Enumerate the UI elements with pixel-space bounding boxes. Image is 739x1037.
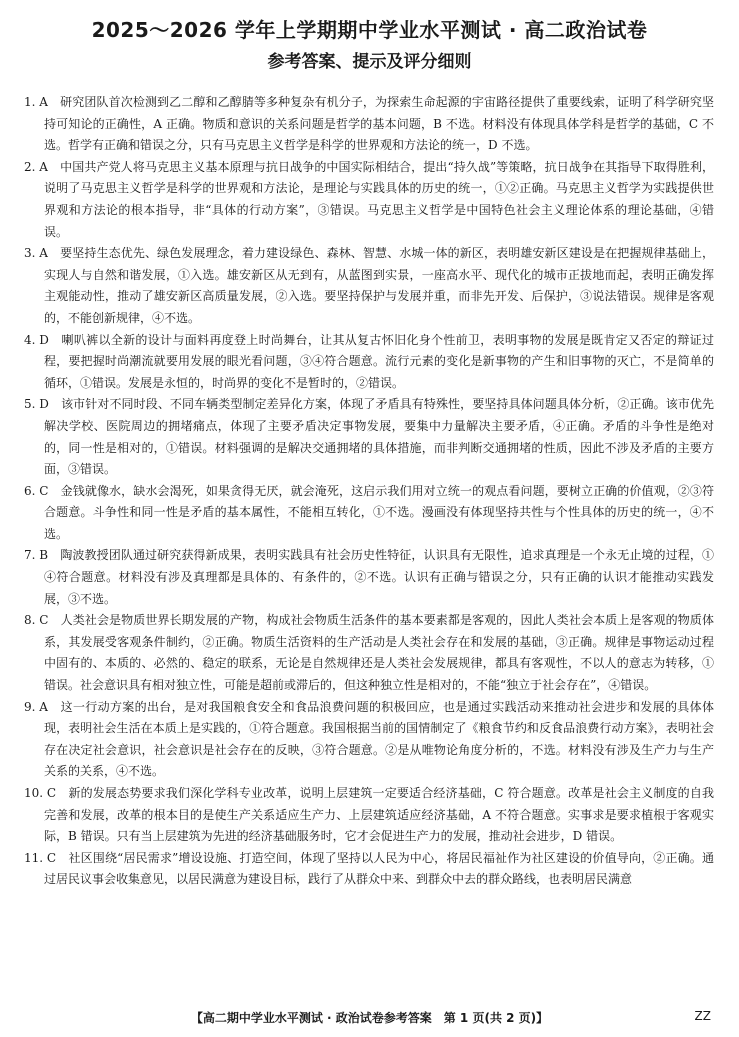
answer-explanation: 新的发展态势要求我们深化学科专业改革，说明上层建筑一定要适合经济基础，C 符合题意。改革是社会主义制度的自我完善和发展，改革的根本目的是使生产关系适应生产力、上层建筑适应经济基础，A 不符合题意。实事求是要求植根于客观实际，B 错误。只有当上层建筑为先进的经济基础服务时，它才会促进生产力的发展，推动社会进步，D 错误。 (44, 786, 714, 844)
answer-item (24, 92, 714, 157)
answer-explanation: 人类社会是物质世界长期发展的产物，构成社会物质生活条件的基本要素都是客观的，因此人类社会本质上是客观的物质体系，其发展受客观条件制约，②正确。物质生活资料的生产活动是人类社会存在和发展的基础，③正确。规律是事物运动过程中固有的、本质的、必然的、稳定的联系，无论是自然规律还是人类社会发展规律，都具有客观性，不以人的意志为转移，①错误。社会意识具有相对独立性，可能是超前或滞后的，但这种独立性是相对的，不能“独立于社会存在”，④错误。 (44, 613, 714, 693)
answer-number: 9. A (24, 699, 48, 714)
answer-number: 1. A (24, 95, 48, 109)
answer-number: 4. D (24, 332, 49, 347)
answer-explanation: 要坚持生态优先、绿色发展理念，着力建设绿色、森林、智慧、水城一体的新区，表明雄安新区建设是在把握规律基础上，实现人与自然和谐发展，①入选。雄安新区从无到有，从蓝图到实景，一座高水平、现代化的城市正拔地而起，表明正确发挥主观能动性，推动了雄安新区高质量发展，②入选。要坚持保护与发展并重，而非先开发、后保护，③说法错误。规律是客观的，不能创新规律，④不选。 (44, 246, 714, 325)
answer-item (24, 610, 714, 696)
answer-item (24, 243, 714, 329)
answer-item (24, 394, 714, 480)
document-subtitle: 参考答案、提示及评分细则 (267, 52, 472, 72)
answer-number: 2. A (24, 159, 48, 174)
answer-explanation: 该市针对不同时段、不同车辆类型制定差异化方案，体现了矛盾具有特殊性，要坚持具体问题具体分析，②正确。该市优先解决学校、医院周边的拥堵痛点，体现了主要矛盾决定事物发展，要集中力量解决主要矛盾，④正确。矛盾的斗争性是绝对的，同一性是相对的，①错误。材料强调的是解决交通拥堵的具体措施，而非判断交通拥堵的性质，因此不涉及矛盾的主要方面，③错误。 (44, 397, 714, 477)
answer-explanation: 这一行动方案的出台，是对我国粮食安全和食品浪费问题的积极回应，也是通过实践活动来推动社会进步和发展的具体体现，表明社会生活在本质上是实践的，①符合题意。我国根据当前的国情制定了《粮食节约和反食品浪费行动方案》，表明社会存在决定社会意识，社会意识是社会存在的反映，③符合题意。②是从唯物论角度分析的，不选。材料没有涉及生产力与生产关系的关系，④不选。 (44, 699, 714, 779)
answer-item (24, 848, 714, 891)
answer-explanation: 金钱就像水，缺水会渴死，如果贪得无厌，就会淹死，这启示我们用对立统一的观点看问题，要树立正确的价值观，②③符合题意。斗争性和同一性是矛盾的基本属性，不能相互转化，①不选。漫画没有体现坚持共性与个性具体的历史的统一，④不选。 (44, 483, 714, 541)
document-title: 2025～2026 学年上学期期中学业水平测试 · 高二政治试卷 (91, 18, 648, 42)
answer-explanation: 社区围绕“居民需求”增设设施、打造空间，体现了坚持以人民为中心，将居民福祉作为社区建设的价值导向，②正确。通过居民议事会收集意见，以居民满意为建设目标，践行了从群众中来、到群众中去的群众路线，也表明居民满意 (44, 850, 714, 887)
answer-item (24, 481, 714, 546)
answer-item (24, 330, 714, 395)
answer-item (24, 697, 714, 783)
answer-number: 11. C (24, 850, 57, 865)
answer-item (24, 783, 714, 848)
answer-number: 3. A (24, 246, 48, 261)
page-footer: 【高二期中学业水平测试 · 政治试卷参考答案 第 1 页(共 2 页)】 (190, 1011, 549, 1025)
answer-explanation: 中国共产党人将马克思主义基本原理与抗日战争的中国实际相结合，提出“持久战”等策略，抗日战争在其指导下取得胜利，说明了马克思主义哲学是科学的世界观和方法论，是理论与实践具体的历史的统一，①②正确。马克思主义哲学为实践提供世界观和方法论的根本指导，非“具体的行动方案”，③错误。马克思主义哲学是中国特色社会主义理论体系的理论基础，④错误。 (44, 159, 714, 239)
answer-item (24, 545, 714, 610)
footer-code: ZZ (694, 1009, 711, 1023)
answer-number: 7. B (24, 548, 49, 563)
answer-list (24, 92, 714, 891)
answer-number: 6. C (24, 483, 49, 498)
answer-number: 10. C (24, 786, 57, 800)
answer-explanation: 陶波教授团队通过研究获得新成果，表明实践具有社会历史性特征，认识具有无限性，追求真理是一个永无止境的过程，①④符合题意。材料没有涉及真理都是具体的、有条件的，②不选。认识有正确与错误之分，只有正确的认识才能推动实践发展，③不选。 (44, 548, 714, 606)
answer-explanation: 研究团队首次检测到乙二醇和乙醇腈等多种复杂有机分子，为探索生命起源的宇宙路径提供了重要线索，证明了科学研究坚持可知论的正确性，A 正确。物质和意识的关系问题是哲学的基本问题，B 不选。材料没有体现具体学科是哲学的基础，C 不选。哲学有正确和错误之分，只有马克思主义哲学是科学的世界观和方法论的统一，D 不选。 (44, 95, 714, 153)
answer-item (24, 157, 714, 243)
answer-explanation: 喇叭裤以全新的设计与面料再度登上时尚舞台，让其从复古怀旧化身个性前卫，表明事物的发展是既肯定又否定的辩证过程，要把握时尚潮流就要用发展的眼光看问题，③④符合题意。流行元素的变化是新事物的产生和旧事物的灭亡，不是简单的循环，①错误。发展是永恒的，时尚界的变化不是暂时的，②错误。 (44, 332, 714, 390)
answer-number: 8. C (24, 613, 49, 628)
answer-number: 5. D (24, 397, 49, 412)
